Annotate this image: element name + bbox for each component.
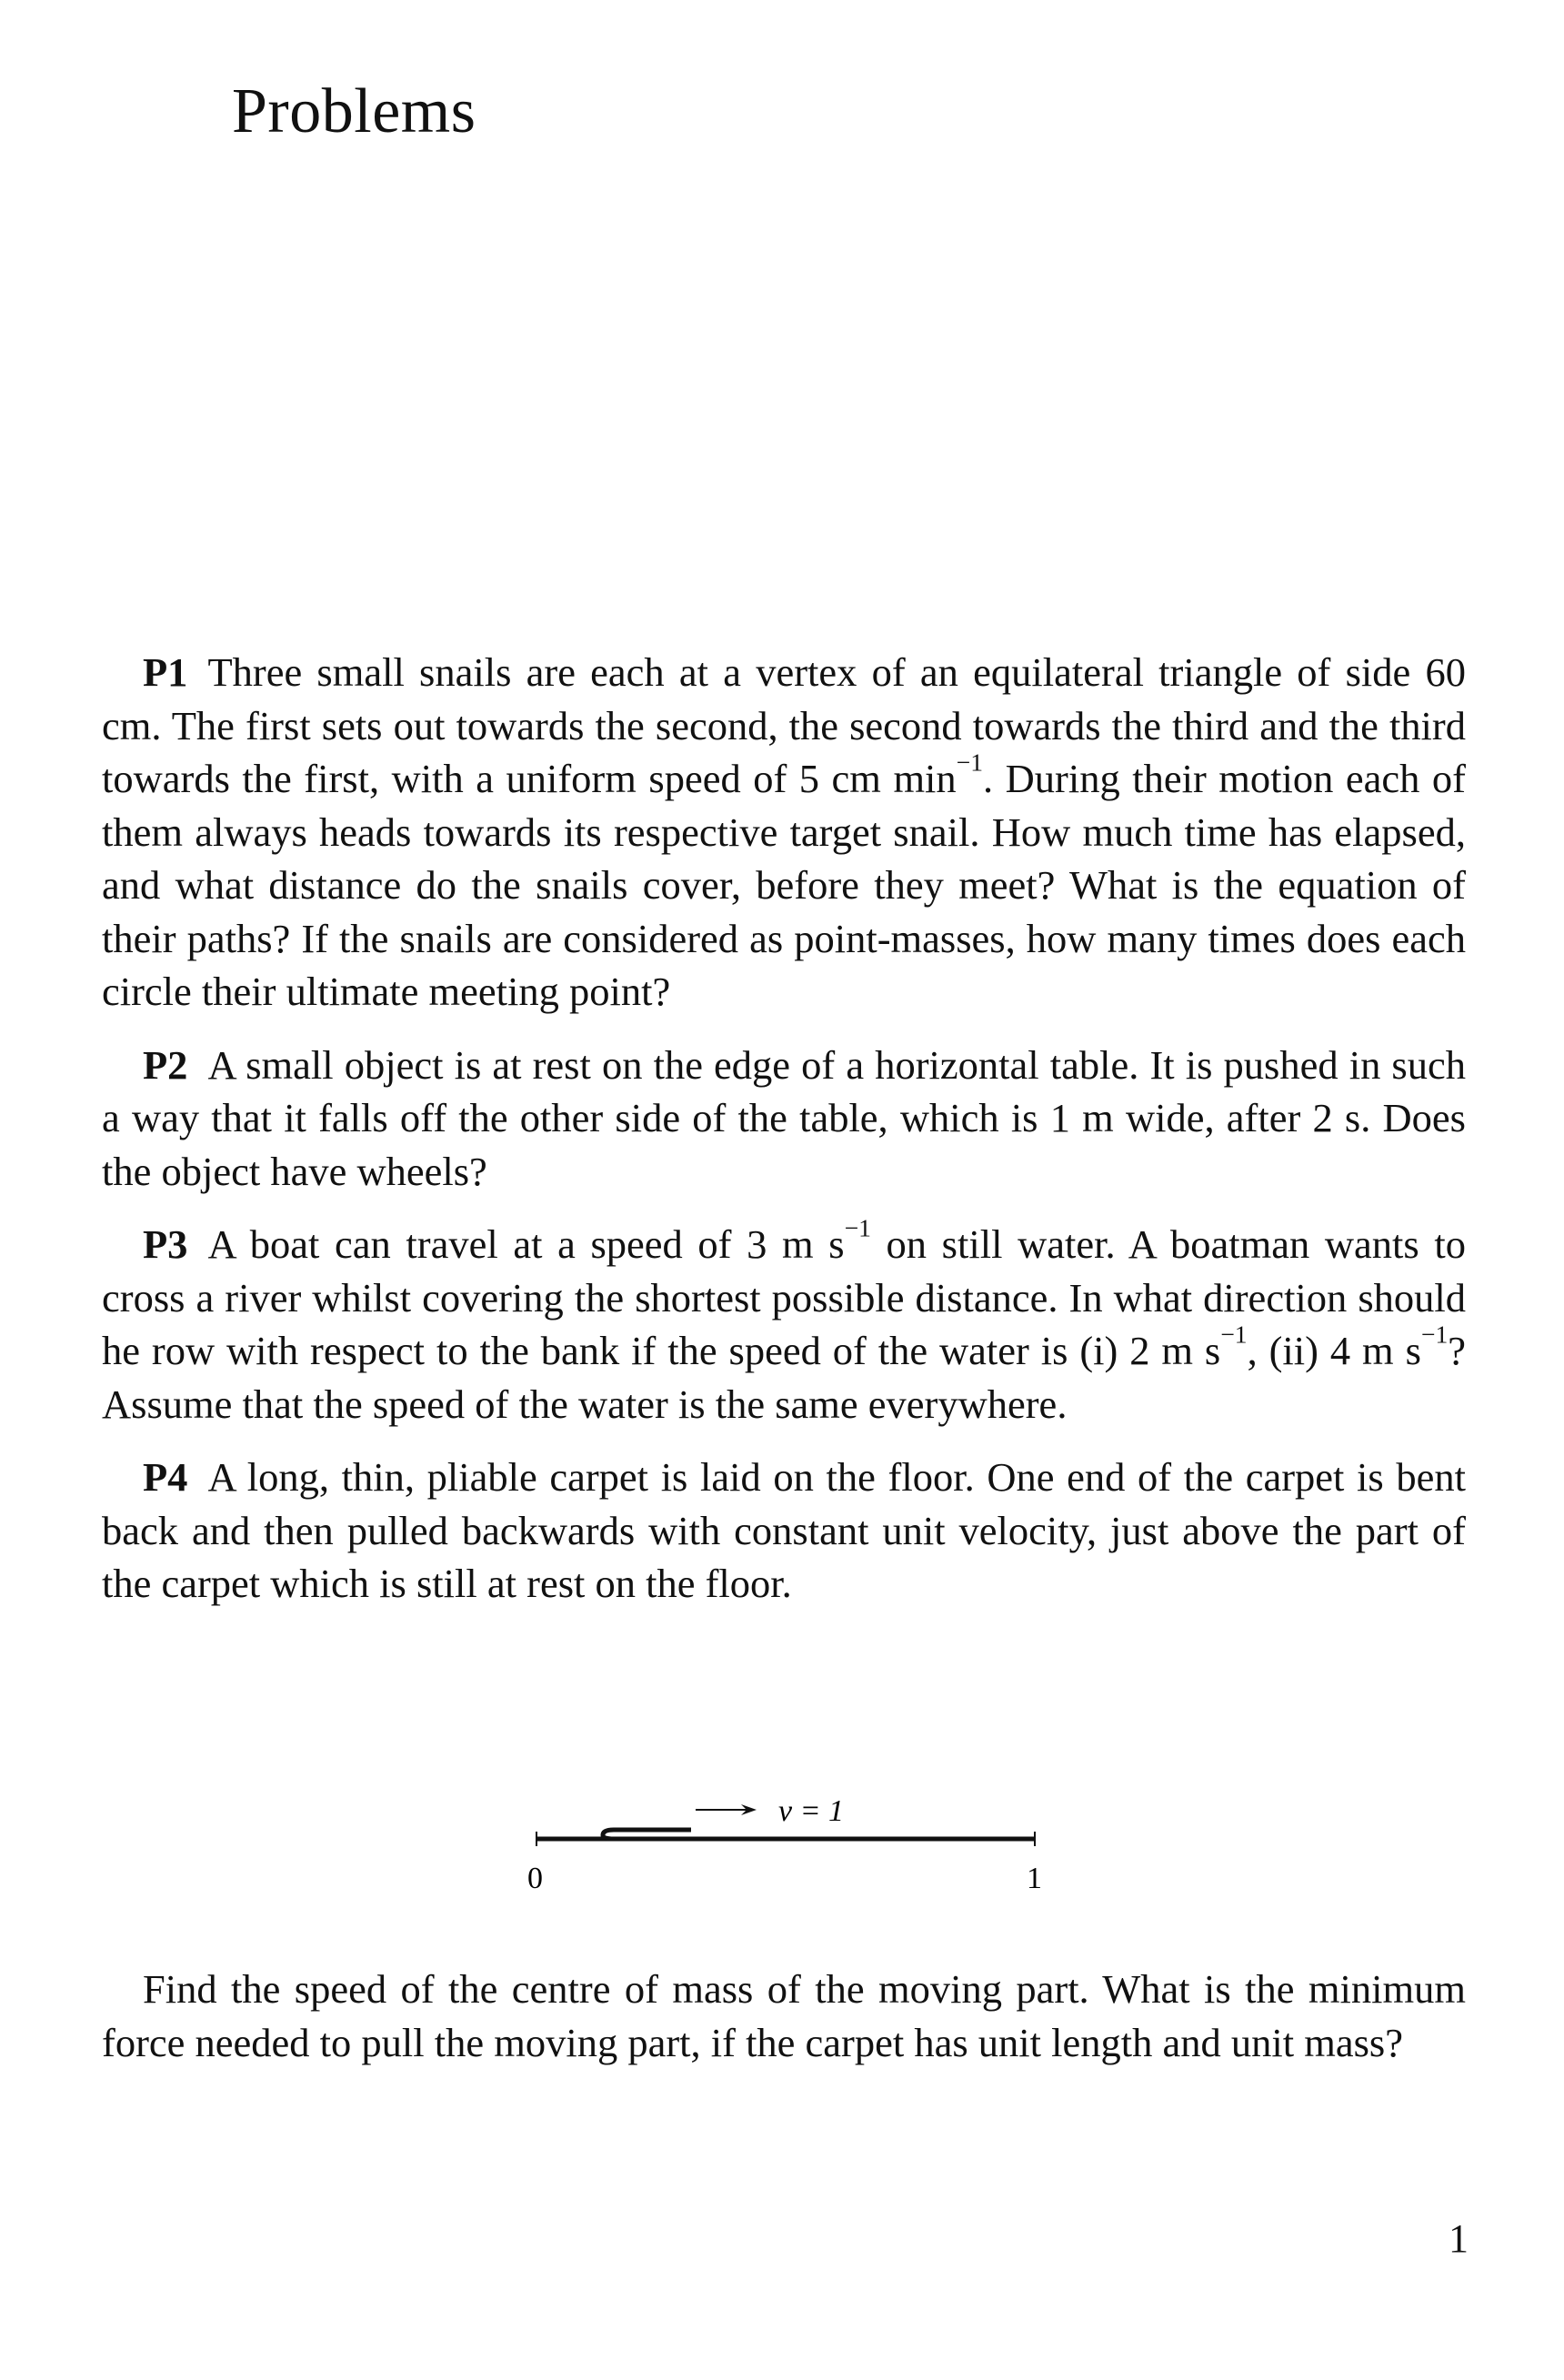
- carpet-figure: [509, 1782, 1055, 1901]
- problem-p1: [102, 646, 1466, 1019]
- superscript: −1: [956, 748, 984, 777]
- superscript: −1: [844, 1213, 871, 1242]
- problem-text: Find the speed of the centre of mass of the moving part. What is the minimum force needed to pull the moving part, if the carpet has unit length and unit mass?: [102, 1966, 1466, 2065]
- carpet-diagram: [509, 1782, 1055, 1901]
- problem-text: ? Assume that the speed of the water is the same everywhere.: [102, 1328, 1466, 1427]
- problem-text: A small object is at rest on the edge of a horizontal table. It is pushed in such a way that it falls off the other side of the table, which is 1 m wide, after 2 s. Does the object have wheels?: [102, 1041, 1466, 1194]
- problem-p4: [102, 1451, 1466, 1611]
- tick-label-0: 0: [527, 1862, 543, 1895]
- problem-list: [102, 646, 1466, 1631]
- problem-p2: [102, 1039, 1466, 1199]
- page-title: Problems: [232, 76, 476, 146]
- superscript: −1: [1220, 1320, 1248, 1349]
- problem-label: P2: [143, 1041, 188, 1088]
- problem-text: on still water. A boatman wants to cross a river whilst covering the shortest possible distance. In what direction should he row with respect to the bank if the speed of the water is (i) 2 m s: [102, 1221, 1466, 1373]
- problem-text: , (ii) 4 m s: [1247, 1328, 1421, 1373]
- problem-text: A boat can travel at a speed of 3 m s: [207, 1221, 845, 1267]
- page-number: 1: [1449, 2216, 1469, 2261]
- problem-text: Three small snails are each at a vertex of an equilateral triangle of side 60 cm. The first sets out towards the second, the second towards the third and the third towards the first, with a uniform speed of 5 cm min: [102, 649, 1466, 801]
- velocity-label: v = 1: [778, 1794, 845, 1828]
- problem-p4-continuation: [102, 1963, 1466, 2089]
- problem-label: P1: [143, 649, 188, 695]
- tick-label-1: 1: [1027, 1862, 1042, 1895]
- problem-p3: [102, 1213, 1466, 1431]
- problem-text: . During their motion each of them always heads towards its respective target snail. How much time has elapsed, and what distance do the snails cover, before they meet? What is the equation of their paths? If the snails are considered as point-masses, how many times does each circle their ultimate meeting point?: [102, 756, 1466, 1014]
- problem-text: A long, thin, pliable carpet is laid on the floor. One end of the carpet is bent back and then pulled backwards with constant unit velocity, just above the part of the carpet which is still at rest on the floor.: [102, 1454, 1466, 1606]
- problem-label: P3: [143, 1221, 188, 1267]
- superscript: −1: [1420, 1320, 1449, 1349]
- problem-label: P4: [143, 1454, 188, 1500]
